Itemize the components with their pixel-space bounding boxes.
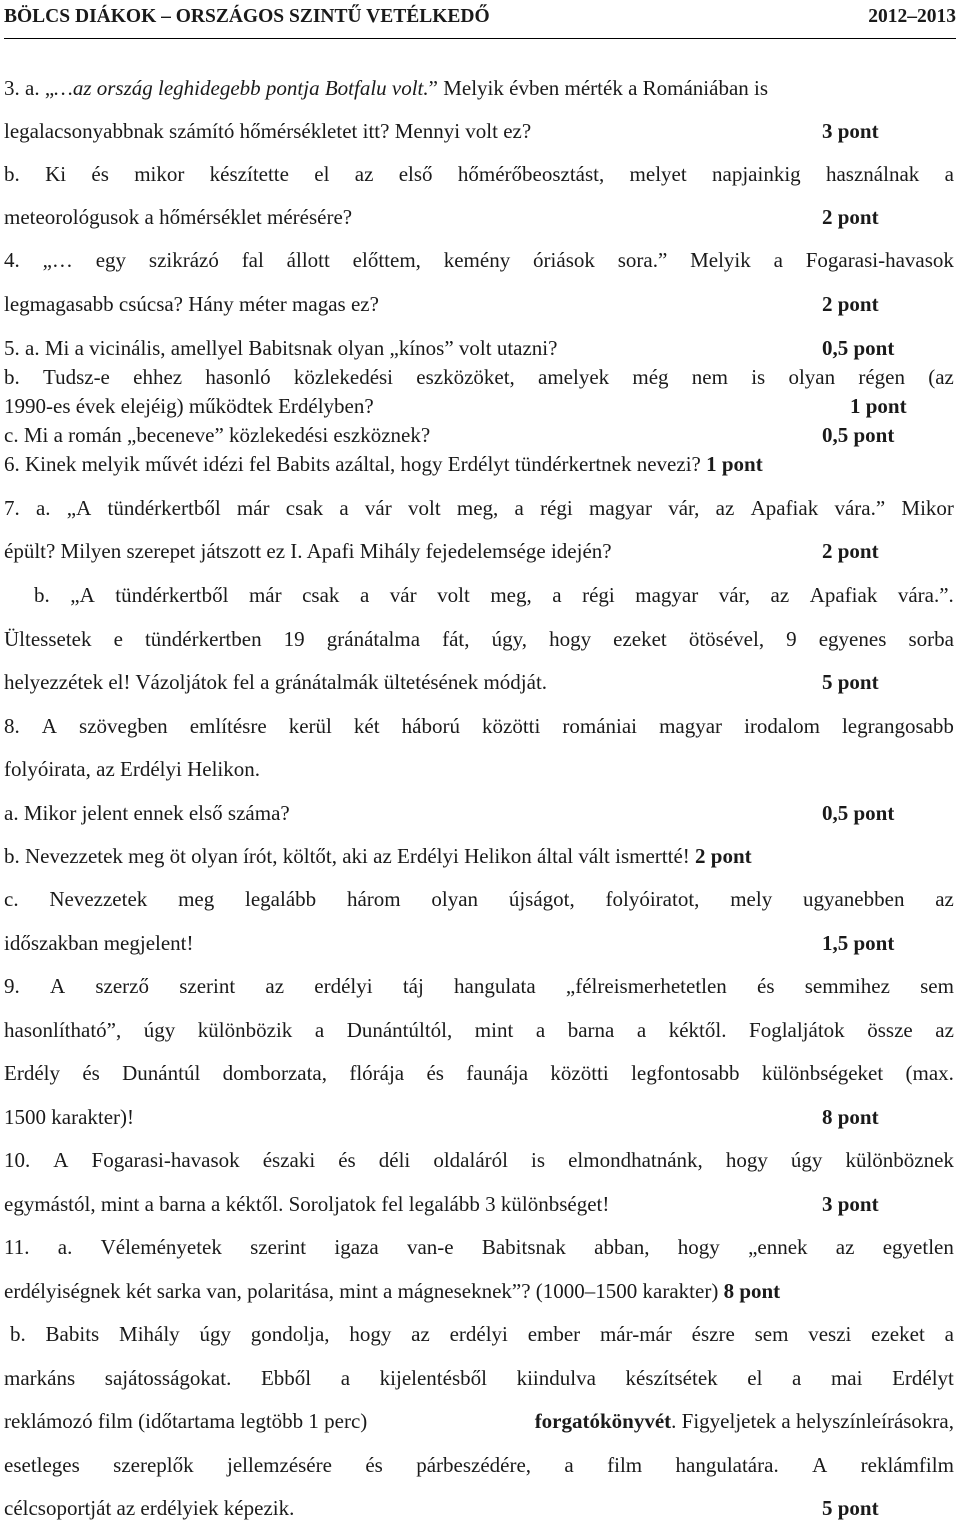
question-5a: 5. a. Mi a vicinális, amellyel Babitsnak olyan „kínos” volt utazni? <box>4 336 558 360</box>
word: három <box>346 887 401 911</box>
word: a <box>535 1018 546 1042</box>
word: az <box>354 162 374 186</box>
word: készítsétek <box>625 1366 718 1390</box>
word: „A <box>70 583 95 607</box>
word: észre <box>691 1322 735 1346</box>
word: az <box>935 887 954 911</box>
word: Ebből <box>260 1366 312 1390</box>
word: irodalom <box>744 714 820 738</box>
word: szövegben <box>79 714 168 738</box>
word: A <box>53 1148 69 1172</box>
word: (az <box>928 365 954 389</box>
word: gondolja, <box>250 1322 330 1346</box>
question-9-line-3 <box>4 1060 954 1086</box>
word: semmihez <box>804 974 890 998</box>
word: közlekedési <box>293 365 394 389</box>
question-11a-line-2: erdélyiségnek két sarka van, polaritása, mint a mágneseknek”? (1000–1500 karakter) 8 pont <box>4 1279 781 1303</box>
word: sora.” <box>617 248 668 272</box>
question-11b-line-2 <box>4 1365 954 1391</box>
word: és <box>91 162 109 186</box>
question-8-line-1 <box>4 713 954 739</box>
word: használnak <box>825 162 920 186</box>
points-11a: 8 pont <box>723 1279 781 1303</box>
word: „A <box>66 496 92 520</box>
word: Ki <box>45 162 67 186</box>
points-8b: 2 pont <box>695 844 752 868</box>
word: Melyik <box>690 248 751 272</box>
word: Dunántúl <box>122 1061 201 1085</box>
points-5a: 0,5 pont <box>822 336 895 360</box>
question-3b-line-1 <box>4 161 954 187</box>
word: már <box>236 496 270 520</box>
question-11b-line-1 <box>10 1321 954 1347</box>
word: reklámfilm <box>860 1453 954 1477</box>
word: magyar <box>635 583 699 607</box>
word: Foglaljátok <box>749 1018 845 1042</box>
word: ezeket <box>871 1322 925 1346</box>
word: 8. <box>4 714 20 738</box>
word: az <box>265 974 285 998</box>
word: 7. <box>4 496 20 520</box>
word: tündérkertből <box>115 583 229 607</box>
word: legrangosabb <box>841 714 954 738</box>
question-11b-line-3: reklámozó film (időtartama legtöbb 1 perc) forgatókönyvét. Figyeljetek a helyszínleírásokra, <box>4 1409 954 1433</box>
word: vára.”. <box>897 583 954 607</box>
word: mint <box>474 1018 514 1042</box>
word: film <box>607 1453 643 1477</box>
word: Nevezzetek <box>49 887 148 911</box>
question-3a-line-1: 3. a. „…az ország leghidegebb pontja Botfalu volt.” Melyik évben mérték a Romániában is <box>4 76 769 100</box>
word: úgy <box>790 1148 823 1172</box>
word: Mikor <box>901 496 954 520</box>
points-3b: 2 pont <box>822 205 879 229</box>
word: újságot, <box>508 887 575 911</box>
word: hogy <box>725 1148 768 1172</box>
word: a <box>773 248 783 272</box>
header-title: BÖLCS DIÁKOK – ORSZÁGOS SZINTŰ VETÉLKEDŐ <box>4 6 490 27</box>
points-4: 2 pont <box>822 292 879 316</box>
points-5b: 1 pont <box>850 394 907 418</box>
word: markáns <box>4 1366 76 1390</box>
word: van-e <box>406 1235 454 1259</box>
word: készítette <box>209 162 289 186</box>
word: régi <box>582 583 615 607</box>
word: oldaláról <box>433 1148 508 1172</box>
word: veszi <box>808 1322 852 1346</box>
word: hogy <box>349 1322 392 1346</box>
forgatokonyv-emphasis: forgatókönyvét <box>534 1409 672 1433</box>
word: igaza <box>334 1235 379 1259</box>
word: hasonló <box>205 365 271 389</box>
question-11b-line-4 <box>4 1452 954 1478</box>
word: a <box>636 1018 647 1042</box>
word: domborzata, <box>222 1061 327 1085</box>
word: hogy <box>677 1235 720 1259</box>
header-year: 2012–2013 <box>868 6 956 27</box>
word: abban, <box>594 1235 650 1259</box>
word: A <box>49 974 66 998</box>
word: esetleges <box>4 1453 80 1477</box>
points-9: 8 pont <box>822 1105 879 1129</box>
word: gránátalma <box>326 627 421 651</box>
word: volt <box>437 583 470 607</box>
word: csak <box>302 583 340 607</box>
word: az <box>715 496 735 520</box>
word: ehhez <box>133 365 183 389</box>
word: 19 <box>283 627 305 651</box>
question-11a-line-1 <box>4 1234 954 1260</box>
word: olyan <box>431 887 479 911</box>
question-5b-line-1 <box>4 364 954 390</box>
question-3b-line-2: meteorológusok a hőmérséklet mérésére? <box>4 205 353 229</box>
question-5b-line-2: 1990-es évek elejéig) működtek Erdélyben? <box>4 394 374 418</box>
word: úgy <box>199 1322 231 1346</box>
word: amelyek <box>538 365 610 389</box>
word: kemény <box>443 248 511 272</box>
question-7b-line-3: helyezzétek el! Vázoljátok fel a gránátalmák ültetésének módját. <box>4 670 548 694</box>
word: úgy, <box>491 627 527 651</box>
question-9-line-4: 1500 karakter)! <box>4 1105 135 1129</box>
word: mai <box>830 1366 863 1390</box>
word: és <box>338 1148 356 1172</box>
word: 10. <box>4 1148 31 1172</box>
word: különböznek <box>845 1148 954 1172</box>
question-7b-line-2 <box>4 626 954 652</box>
word: A <box>812 1453 828 1477</box>
word: egyetlen <box>882 1235 954 1259</box>
word: mikor <box>134 162 185 186</box>
word: 11. <box>4 1235 30 1259</box>
word: szerint <box>250 1235 307 1259</box>
word: barna <box>567 1018 615 1042</box>
word: és <box>426 1061 444 1085</box>
question-4-line-1 <box>4 247 954 273</box>
word: „félreismerhetetlen <box>565 974 727 998</box>
question-9-line-2 <box>4 1017 954 1043</box>
word: „… <box>42 248 73 272</box>
word: b. <box>4 365 20 389</box>
word: elmondhatnánk, <box>568 1148 703 1172</box>
word: hogy <box>549 627 592 651</box>
word: az <box>411 1322 430 1346</box>
word: közötti <box>482 714 541 738</box>
word: 9 <box>786 627 797 651</box>
question-9-line-1 <box>4 973 954 999</box>
word: a <box>944 162 954 186</box>
question-8b: b. Nevezzetek meg öt olyan írót, költőt, aki az Erdélyi Helikon által vált ismertté! 2 pont <box>4 844 752 868</box>
word: erdélyi <box>449 1322 508 1346</box>
word: kerül <box>288 714 332 738</box>
question-8a: a. Mikor jelent ennek első száma? <box>4 801 290 825</box>
word: vár, <box>718 583 750 607</box>
word: vár, <box>668 496 700 520</box>
word: nem <box>691 365 728 389</box>
word: b. <box>34 583 50 607</box>
word: úgy <box>143 1018 176 1042</box>
word: vár <box>389 583 417 607</box>
word: Apafiak <box>809 583 878 607</box>
word: már <box>248 583 282 607</box>
word: napjainkig <box>712 162 801 186</box>
question-6: 6. Kinek melyik művét idézi fel Babits azáltal, hogy Erdélyt tündérkertnek nevezi? 1 pont <box>4 452 763 476</box>
word: 4. <box>4 248 20 272</box>
page-header <box>4 0 956 39</box>
word: régi <box>540 496 573 520</box>
word: ugyanebben <box>802 887 905 911</box>
word: meg <box>178 887 215 911</box>
points-11b: 5 pont <box>822 1496 879 1520</box>
word: állott <box>286 248 330 272</box>
word: az <box>935 1018 954 1042</box>
word: vár <box>364 496 392 520</box>
word: magyar <box>659 714 723 738</box>
points-5c: 0,5 pont <box>822 423 895 447</box>
word: szikrázó <box>148 248 219 272</box>
word: „ennek <box>748 1235 808 1259</box>
word: említésre <box>189 714 267 738</box>
question-7a-line-1 <box>4 495 954 521</box>
word: csak <box>285 496 324 520</box>
word: és <box>365 1453 383 1477</box>
word: 9. <box>4 974 20 998</box>
word: b. <box>10 1322 26 1346</box>
word: Babitsnak <box>481 1235 566 1259</box>
word: az <box>770 583 790 607</box>
word: volt <box>407 496 441 520</box>
word: a <box>552 583 562 607</box>
word: Erdély <box>4 1061 60 1085</box>
word: flórája <box>349 1061 405 1085</box>
word: a. <box>35 496 51 520</box>
word: erdélyi <box>314 974 373 998</box>
question-8c-line-2: időszakban megjelent! <box>4 931 194 955</box>
word: szerző <box>95 974 149 998</box>
word: szerint <box>179 974 236 998</box>
word: a <box>514 496 524 520</box>
word: magyar <box>588 496 652 520</box>
question-7b-line-1 <box>34 582 954 608</box>
word: tündérkertből <box>107 496 221 520</box>
word: (max. <box>905 1061 954 1085</box>
word: Babits <box>45 1322 100 1346</box>
word: háború <box>401 714 460 738</box>
word: jellemzésére <box>227 1453 332 1477</box>
word: hőmérőbeosztást, <box>457 162 605 186</box>
word: Tudsz-e <box>42 365 110 389</box>
word: Mihály <box>119 1322 180 1346</box>
points-8c: 1,5 pont <box>822 931 895 955</box>
word: ötösével, <box>688 627 765 651</box>
word: Véleményetek <box>100 1235 222 1259</box>
word: egy <box>95 248 127 272</box>
word: olyan <box>788 365 836 389</box>
word: óriások <box>533 248 595 272</box>
word: Ültessetek <box>4 627 92 651</box>
word: déli <box>378 1148 411 1172</box>
word: hangulata <box>454 974 536 998</box>
word: északi <box>262 1148 316 1172</box>
word: e <box>113 627 123 651</box>
word: az <box>835 1235 855 1259</box>
word: és <box>82 1061 100 1085</box>
points-6: 1 pont <box>706 452 763 476</box>
word: b. <box>4 162 20 186</box>
word: meg, <box>490 583 532 607</box>
word: meg, <box>456 496 499 520</box>
word: c. <box>4 887 19 911</box>
word: is <box>751 365 766 389</box>
word: a <box>359 583 370 607</box>
word: mely <box>730 887 773 911</box>
question-7a-line-2: épült? Milyen szerepet játszott ez I. Apafi Mihály fejedelemsége idején? <box>4 539 612 563</box>
word: sajátosságokat. <box>104 1366 232 1390</box>
word: előttem, <box>352 248 421 272</box>
word: romániai <box>562 714 638 738</box>
word: hasonlítható”, <box>4 1018 122 1042</box>
word: egyenes <box>818 627 887 651</box>
word: régen <box>858 365 905 389</box>
word: hangulatára. <box>675 1453 779 1477</box>
word: folyóiratot, <box>605 887 700 911</box>
word: a <box>339 496 349 520</box>
word: sorba <box>908 627 954 651</box>
word: össze <box>867 1018 913 1042</box>
word: vára.” <box>834 496 886 520</box>
question-10-line-1 <box>4 1147 954 1173</box>
word: is <box>531 1148 546 1172</box>
word: Fogarasi-havasok <box>805 248 954 272</box>
word: kéktől. <box>668 1018 727 1042</box>
word: el <box>747 1366 763 1390</box>
word: fát, <box>442 627 470 651</box>
word: különbözik <box>197 1018 293 1042</box>
points-7a: 2 pont <box>822 539 879 563</box>
word: és <box>757 974 775 998</box>
question-10-line-2: egymástól, mint a barna a kéktől. Soroljatok fel legalább 3 különbséget! <box>4 1192 610 1216</box>
word: melyet <box>629 162 687 186</box>
word: a <box>564 1453 574 1477</box>
word: legalább <box>245 887 317 911</box>
word: Dunántúltól, <box>346 1018 453 1042</box>
word: kijelentésből <box>379 1366 487 1390</box>
word: faunája <box>466 1061 529 1085</box>
word: párbeszédére, <box>416 1453 532 1477</box>
word: közötti <box>550 1061 609 1085</box>
word: legfontosabb <box>631 1061 740 1085</box>
question-3a-line-2: legalacsonyabbnak számító hőmérsékletet itt? Mennyi volt ez? <box>4 119 532 143</box>
points-7b: 5 pont <box>822 670 879 694</box>
word: a <box>314 1018 325 1042</box>
word: A <box>41 714 57 738</box>
word: eszközöket, <box>416 365 515 389</box>
word: szereplők <box>113 1453 194 1477</box>
word: első <box>398 162 433 186</box>
points-8a: 0,5 pont <box>822 801 895 825</box>
word: ezeket <box>613 627 667 651</box>
word: kiindulva <box>516 1366 596 1390</box>
word: táj <box>402 974 424 998</box>
word: Fogarasi-havasok <box>91 1148 240 1172</box>
word: Erdélyt <box>892 1366 954 1390</box>
word: két <box>353 714 380 738</box>
word: el <box>314 162 330 186</box>
word: a <box>792 1366 802 1390</box>
points-10: 3 pont <box>822 1192 879 1216</box>
points-3a: 3 pont <box>822 119 879 143</box>
word: különbségeket <box>761 1061 884 1085</box>
question-8-line-2: folyóirata, az Erdélyi Helikon. <box>4 757 260 781</box>
word: a <box>340 1366 351 1390</box>
word: a <box>944 1322 954 1346</box>
word: már-már <box>599 1322 672 1346</box>
question-4-line-2: legmagasabb csúcsa? Hány méter magas ez? <box>4 292 379 316</box>
word: ember <box>527 1322 581 1346</box>
word: fal <box>241 248 264 272</box>
word: a. <box>57 1235 73 1259</box>
question-8c-line-1 <box>4 886 954 912</box>
word: sem <box>920 974 954 998</box>
word: Apafiak <box>750 496 819 520</box>
word: még <box>632 365 669 389</box>
word: sem <box>754 1322 789 1346</box>
word: tündérkertben <box>144 627 262 651</box>
question-11b-line-5: célcsoportját az erdélyiek képezik. <box>4 1496 295 1520</box>
question-5c: c. Mi a román „beceneve” közlekedési eszköznek? <box>4 423 431 447</box>
